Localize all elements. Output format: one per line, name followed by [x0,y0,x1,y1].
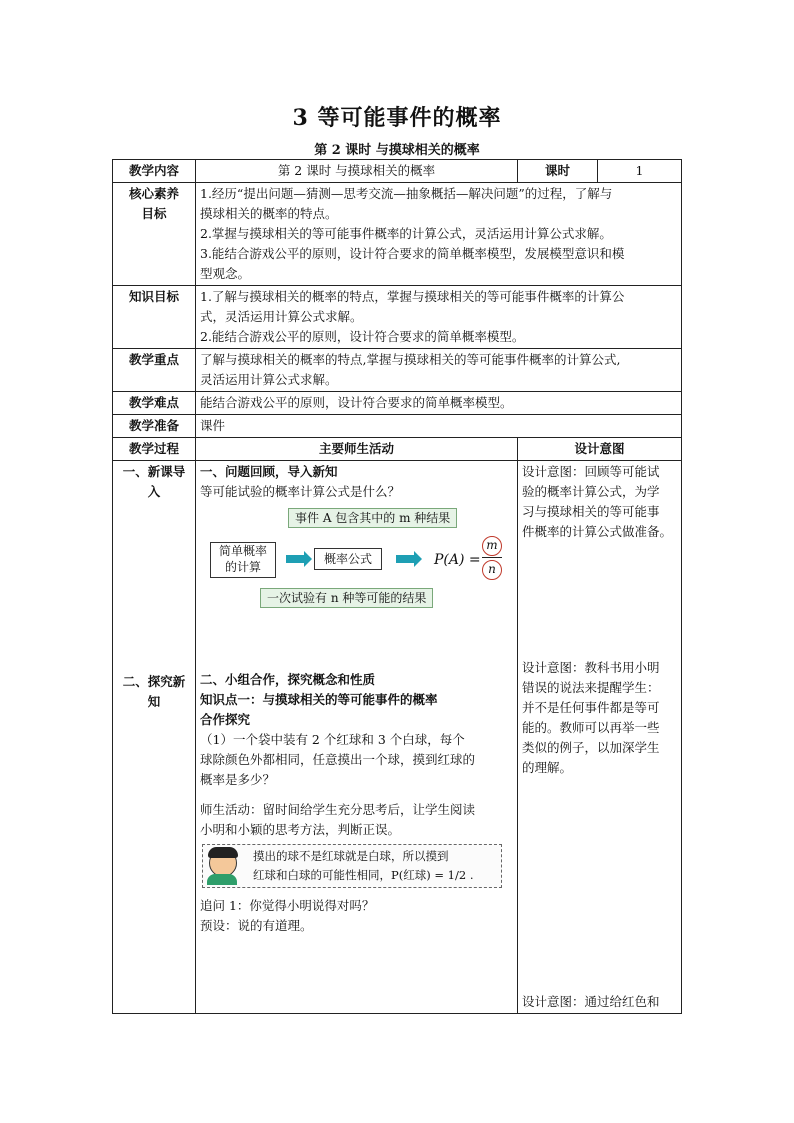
speech-text: 摸出的球不是红球就是白球，所以摸到 红球和白球的可能性相同，P(红球) = 1/2 . [253,849,474,882]
event-note: 事件 A 包含其中的 m 种结果 [288,508,457,528]
intent1-line: 验的概率计算公式，为学 [522,484,660,499]
process-label: 教学过程 [113,438,196,461]
activity-header: 主要师生活动 [196,438,518,461]
lesson-plan-table [112,159,682,1014]
intent1-line: 件概率的计算公式做准备。 [522,524,673,539]
problem-line: 概率是多少？ [200,772,276,787]
page-subtitle: 第 2 课时 与摸球相关的概率 [314,143,480,158]
intent3-line: 设计意图：通过给红色和 [522,994,660,1009]
probability-formula-diagram [206,506,506,616]
section2-heading: 二、小组合作，探究概念和性质 [200,672,376,687]
intent2-line: 设计意图：教科书用小明 [522,660,660,675]
activity-line: 小明和小颖的思考方法，判断正误。 [200,822,401,837]
page-title: 3 等可能事件的概率 [292,105,502,131]
intent2-line: 能的。教师可以再举一些 [522,720,660,735]
intent2-line: 并不是任何事件都是等可 [522,700,660,715]
row-core [113,183,682,286]
row-difficulty [113,392,682,415]
core-goals: 1.经历“提出问题—猜测—思考交流—抽象概括—解决问题”的过程，了解与 摸球相关的概率的特点。 2.掌握与摸球相关的等可能事件概率的计算公式，灵活运用计算公式求解。 3.能结合游戏公平的原则，设计符合要求的简单概率模型，发展模型意识和模 型观念。 [196,183,682,286]
problem-line: （1）一个袋中装有 2 个红球和 3 个白球，每个 [200,732,465,747]
stage2-label: 二、探究新 [122,674,186,689]
numerator-m: m [482,536,502,556]
key-label: 教学重点 [113,349,196,392]
period-label: 课时 [518,160,598,183]
knowledge-label: 知识目标 [113,286,196,349]
intent1-line: 设计意图：回顾等可能试 [522,464,660,479]
formula-box: 概率公式 [314,548,382,570]
trial-note: 一次试验有 n 种等可能的结果 [260,588,433,608]
arrow-right-icon [396,555,414,563]
row-knowledge [113,286,682,349]
content-value: 第 2 课时 与摸球相关的概率 [196,160,518,183]
section1-question: 等可能试验的概率计算公式是什么？ [200,484,401,499]
intent-cell [518,461,682,1014]
knowledge-goals: 1.了解与摸球相关的概率的特点，掌握与摸球相关的等可能事件概率的计算公 式，灵活运用计算公式求解。 2.能结合游戏公平的原则，设计符合要求的简单概率模型。 [196,286,682,349]
difficulty-value: 能结合游戏公平的原则，设计符合要求的简单概率模型。 [196,392,682,415]
coop-label: 合作探究 [200,712,251,727]
simple-probability-box: 简单概率 的计算 [210,542,276,578]
row-prep [113,415,682,438]
problem-line: 球除颜色外都相同，任意摸出一个球，摸到红球的 [200,752,476,767]
student-avatar-icon [209,849,237,877]
intent-header: 设计意图 [518,438,682,461]
followup-question: 追问 1：你觉得小明说得对吗？ [200,898,375,913]
fraction-bar [482,557,502,558]
xiaoming-speech-box [202,844,502,888]
arrow-right-icon [286,555,304,563]
core-label: 核心素养 目标 [113,183,196,286]
row-process-header [113,438,682,461]
row-key-point [113,349,682,392]
formula-text: P(A) = [434,552,481,568]
intent2-line: 错误的说法来提醒学生： [522,680,660,695]
stage1-label: 一、新课导 [122,464,186,479]
intent2-line: 类似的例子，以加深学生 [522,740,660,755]
period-value: 1 [598,160,682,183]
section1-heading: 一、问题回顾，导入新知 [200,464,338,479]
intent2-line: 的理解。 [522,760,573,775]
denominator-n: n [482,560,502,580]
stage-labels: 一、新课导 入 二、探究新 知 [113,461,196,1014]
intent1-line: 习与摸球相关的等可能事 [522,504,660,519]
row-content [113,160,682,183]
knowledge-point: 知识点一：与摸球相关的等可能事件的概率 [200,692,438,707]
content-label: 教学内容 [113,160,196,183]
key-points: 了解与摸球相关的概率的特点,掌握与摸球相关的等可能事件概率的计算公式, 灵活运用计算公式求解。 [196,349,682,392]
difficulty-label: 教学难点 [113,392,196,415]
activity-cell [196,461,518,1014]
prep-label: 教学准备 [113,415,196,438]
prep-value: 课件 [196,415,682,438]
row-process [113,461,682,1014]
preset-answer: 预设：说的有道理。 [200,918,313,933]
activity-line: 师生活动：留时间给学生充分思考后，让学生阅读 [200,802,476,817]
